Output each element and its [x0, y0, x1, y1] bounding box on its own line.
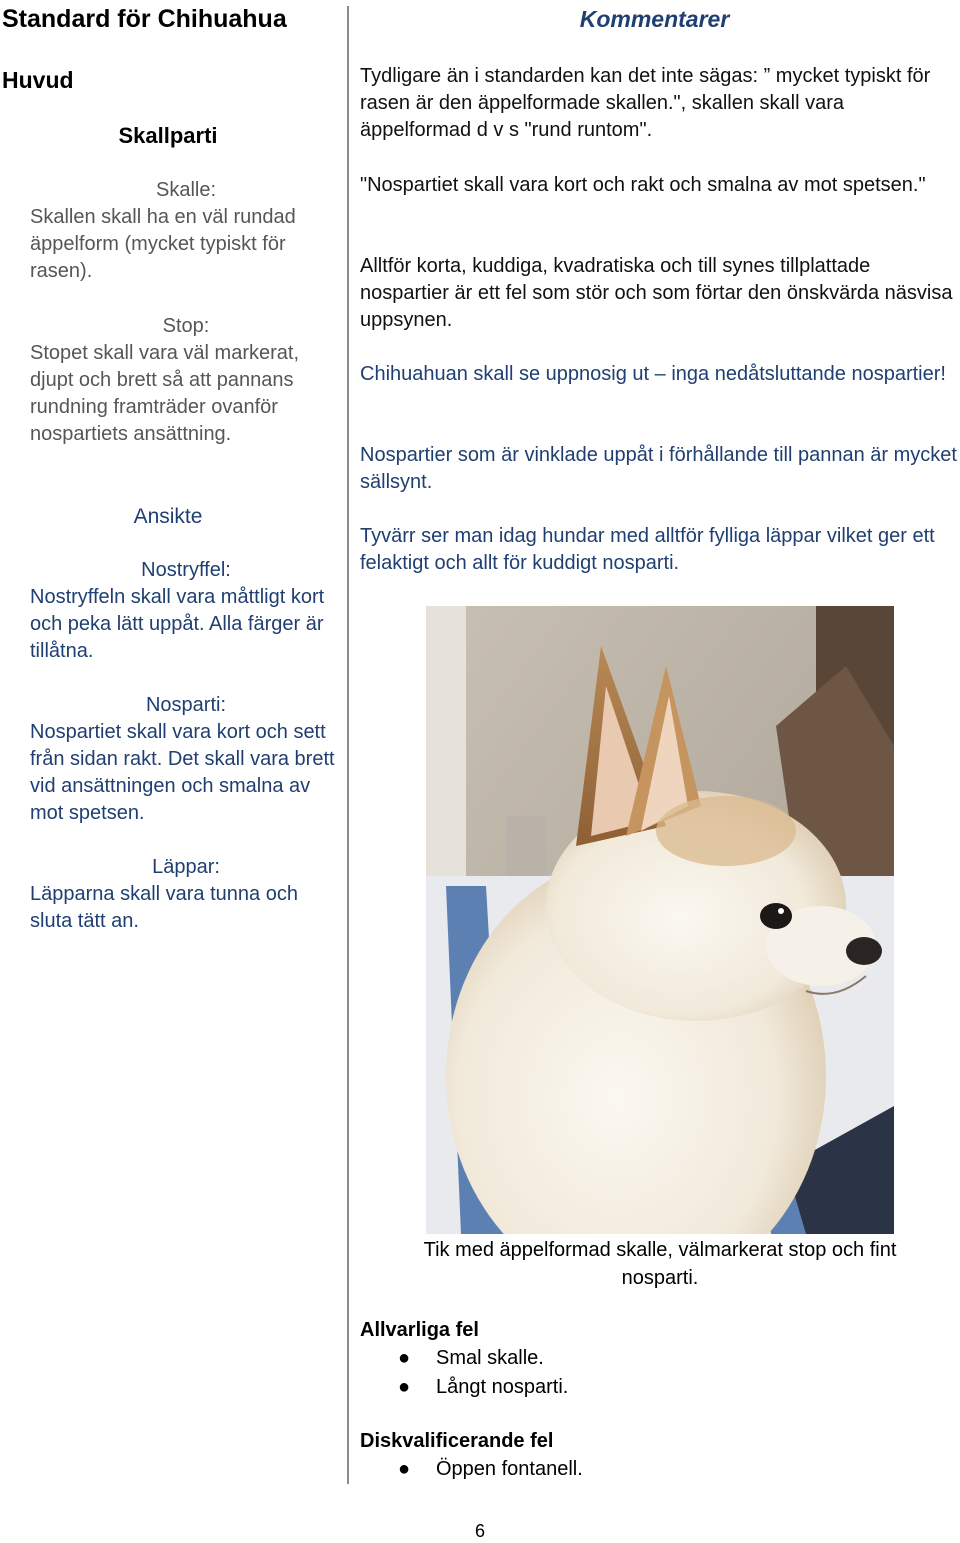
skalle-label: Skalle:: [155, 179, 217, 201]
disqualifying-faults-heading: Diskvalificerande fel: [360, 1430, 554, 1452]
bullet-icon: ●: [398, 1347, 411, 1369]
comment-paragraph: Tydligare än i standarden kan det inte sägas: ” mycket typiskt för rasen är den äppelformade skallen.", skallen skall vara äppelformad d v s "rund runtom".: [360, 65, 931, 141]
list-item: [398, 1455, 583, 1483]
nostryffel-block: [30, 557, 342, 665]
lappar-block: [30, 854, 342, 935]
document-title: Standard för Chihuahua: [2, 5, 287, 33]
skalle-text: Skallen skall ha en väl rundad äppelform (mycket typiskt för rasen).: [30, 206, 296, 282]
chihuahua-photo: [426, 606, 894, 1234]
list-item: [398, 1344, 544, 1372]
photo-caption: Tik med äppelformad skalle, välmarkerat stop och fint nosparti.: [423, 1239, 897, 1289]
comment-paragraph: "Nospartiet skall vara kort och rakt och smalna av mot spetsen.": [360, 174, 926, 196]
list-item-text: Smal skalle.: [436, 1347, 544, 1369]
page-number: 6: [474, 1521, 485, 1541]
list-item-text: Öppen fontanell.: [436, 1458, 583, 1480]
comment-paragraph: Alltför korta, kuddiga, kvadratiska och till synes tillplattade nospartier är ett fel som stör och som förtar den önskvärda näsvisa uppsynen.: [360, 255, 953, 331]
nosparti-block: [30, 692, 342, 827]
stop-label: Stop:: [162, 315, 210, 337]
nosparti-text: Nospartiet skall vara kort och sett från sidan rakt. Det skall vara brett vid ansättningen och smalna av mot spetsen.: [30, 721, 335, 824]
list-item-text: Långt nosparti.: [436, 1376, 569, 1398]
stop-block: [30, 313, 342, 448]
stop-text: Stopet skall vara väl markerat, djupt och brett så att pannans rundning framträder ovanför nospartiets ansättning.: [30, 342, 299, 445]
lappar-text: Läpparna skall vara tunna och sluta tätt an.: [30, 883, 298, 932]
bullet-icon: ●: [398, 1376, 411, 1398]
section-heading-ansikte: Ansikte: [133, 505, 203, 528]
subheading: Huvud: [2, 67, 74, 93]
nostryffel-label: Nostryffel:: [141, 559, 231, 581]
nosparti-label: Nosparti:: [145, 694, 227, 716]
comment-paragraph: Nospartier som är vinklade uppåt i förhållande till pannan är mycket sällsynt.: [360, 444, 957, 493]
column-divider: [347, 6, 349, 1484]
comment-paragraph: Tyvärr ser man idag hundar med alltför fylliga läppar vilket ger ett felaktigt och allt för kuddigt nosparti.: [360, 525, 935, 574]
serious-faults-heading: Allvarliga fel: [360, 1319, 479, 1341]
comment-paragraph: Chihuahuan skall se uppnosig ut – inga nedåtsluttande nospartier!: [360, 363, 946, 385]
bullet-icon: ●: [398, 1458, 411, 1480]
section-heading-skallparti: Skallparti: [118, 123, 218, 148]
nostryffel-text: Nostryffeln skall vara måttligt kort och peka lätt uppåt. Alla färger är tillåtna.: [30, 586, 325, 662]
skalle-block: [30, 177, 342, 285]
list-item: [398, 1373, 568, 1401]
comments-heading: Kommentarer: [579, 6, 730, 32]
lappar-label: Läppar:: [152, 856, 220, 878]
